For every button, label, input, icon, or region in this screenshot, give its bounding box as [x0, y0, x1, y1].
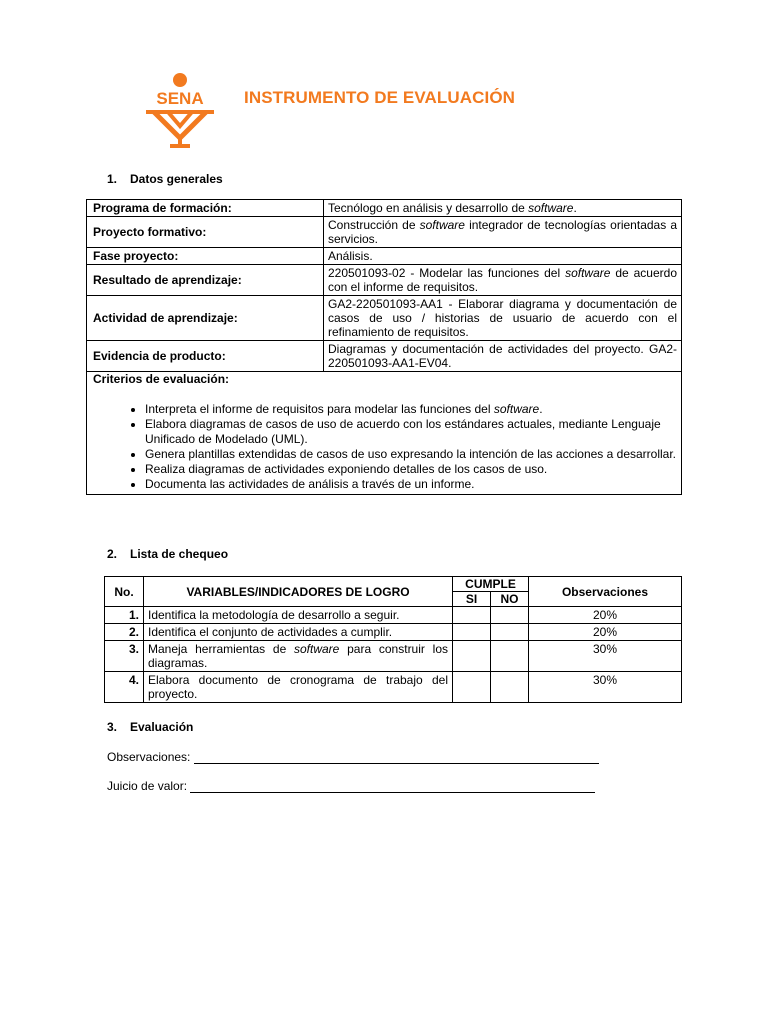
general-data-row: [87, 341, 682, 372]
observaciones-field: [107, 750, 599, 764]
col-no-checked-header: NO: [491, 592, 529, 607]
checklist-row: [105, 672, 682, 703]
criteria-title: Criterios de evaluación:: [93, 372, 230, 386]
criteria-item: • Realiza diagramas de actividades exponiendo detalles de los casos de uso.: [145, 462, 681, 477]
criteria-item: • Genera plantillas extendidas de casos de uso expresando la intención de las acciones a desarrollar.: [145, 447, 681, 462]
field-value: 220501093-02 - Modelar las funciones del software de acuerdo con el informe de requisitos.: [324, 265, 682, 296]
juicio-field: [107, 779, 595, 793]
criteria-cell: [87, 372, 682, 495]
si-checkbox-cell[interactable]: [453, 624, 491, 641]
col-cumple-header: CUMPLE: [453, 577, 529, 592]
checklist-row: [105, 641, 682, 672]
juicio-input-line[interactable]: [190, 780, 595, 793]
col-variables-header: VARIABLES/INDICADORES DE LOGRO: [144, 577, 453, 607]
field-value: Análisis.: [324, 248, 682, 265]
criteria-item: • Elabora diagramas de casos de uso de acuerdo con los estándares actuales, mediante Lenguaje Unificado de Modelado (UML).: [145, 417, 681, 447]
observaciones-label: Observaciones:: [107, 750, 191, 764]
checklist-row: [105, 624, 682, 641]
observation-weight: 20%: [529, 624, 682, 641]
field-value: Construcción de software integrador de tecnologías orientadas a servicios.: [324, 217, 682, 248]
col-observaciones-header: Observaciones: [529, 577, 682, 607]
si-checkbox-cell[interactable]: [453, 641, 491, 672]
indicator-text: Maneja herramientas de software para construir los diagramas.: [144, 641, 453, 672]
observation-weight: 20%: [529, 607, 682, 624]
indicator-text: Identifica la metodología de desarrollo a seguir.: [144, 607, 453, 624]
si-checkbox-cell[interactable]: [453, 607, 491, 624]
field-label: Actividad de aprendizaje:: [87, 296, 324, 341]
criteria-row: [87, 372, 682, 495]
general-data-row: [87, 248, 682, 265]
general-data-table: [86, 199, 682, 495]
field-value: Tecnólogo en análisis y desarrollo de software.: [324, 200, 682, 217]
section-title: Lista de chequeo: [130, 547, 229, 561]
section-evaluacion: [107, 720, 193, 734]
field-label: Evidencia de producto:: [87, 341, 324, 372]
general-data-row: [87, 296, 682, 341]
general-data-row: [87, 217, 682, 248]
indicator-text: Elabora documento de cronograma de trabajo del proyecto.: [144, 672, 453, 703]
section-number: 3.: [107, 720, 118, 734]
section-datos-generales: [107, 172, 223, 186]
indicator-text: Identifica el conjunto de actividades a cumplir.: [144, 624, 453, 641]
field-value: GA2-220501093-AA1 - Elaborar diagrama y documentación de casos de uso / historias de usuario de acuerdo con el refinamiento de requisitos.: [324, 296, 682, 341]
criteria-item: • Interpreta el informe de requisitos para modelar las funciones del software.: [145, 402, 681, 417]
no-checkbox-cell[interactable]: [491, 672, 529, 703]
section-title: Evaluación: [130, 720, 194, 734]
field-value: Diagramas y documentación de actividades del proyecto. GA2-220501093-AA1-EV04.: [324, 341, 682, 372]
no-checkbox-cell[interactable]: [491, 607, 529, 624]
col-no-header: No.: [105, 577, 144, 607]
criteria-list: [93, 402, 681, 492]
row-number: 1.: [105, 607, 144, 624]
no-checkbox-cell[interactable]: [491, 624, 529, 641]
field-label: Proyecto formativo:: [87, 217, 324, 248]
general-data-row: [87, 200, 682, 217]
field-label: Programa de formación:: [87, 200, 324, 217]
criteria-item: • Documenta las actividades de análisis a través de un informe.: [145, 477, 681, 492]
sena-logo-icon: [140, 72, 220, 152]
si-checkbox-cell[interactable]: [453, 672, 491, 703]
section-lista-chequeo: [107, 547, 228, 561]
checklist-table: [104, 576, 682, 703]
no-checkbox-cell[interactable]: [491, 641, 529, 672]
observaciones-input-line[interactable]: [194, 751, 599, 764]
section-number: 1.: [107, 172, 118, 186]
section-title: Datos generales: [130, 172, 223, 186]
field-label: Resultado de aprendizaje:: [87, 265, 324, 296]
logo-text: SENA: [156, 89, 204, 108]
row-number: 4.: [105, 672, 144, 703]
checklist-row: [105, 607, 682, 624]
col-si-header: SI: [453, 592, 491, 607]
field-label: Fase proyecto:: [87, 248, 324, 265]
observation-weight: 30%: [529, 672, 682, 703]
general-data-row: [87, 265, 682, 296]
observation-weight: 30%: [529, 641, 682, 672]
document-title: INSTRUMENTO DE EVALUACIÓN: [244, 88, 516, 107]
section-number: 2.: [107, 547, 118, 561]
row-number: 3.: [105, 641, 144, 672]
juicio-label: Juicio de valor:: [107, 779, 188, 793]
row-number: 2.: [105, 624, 144, 641]
